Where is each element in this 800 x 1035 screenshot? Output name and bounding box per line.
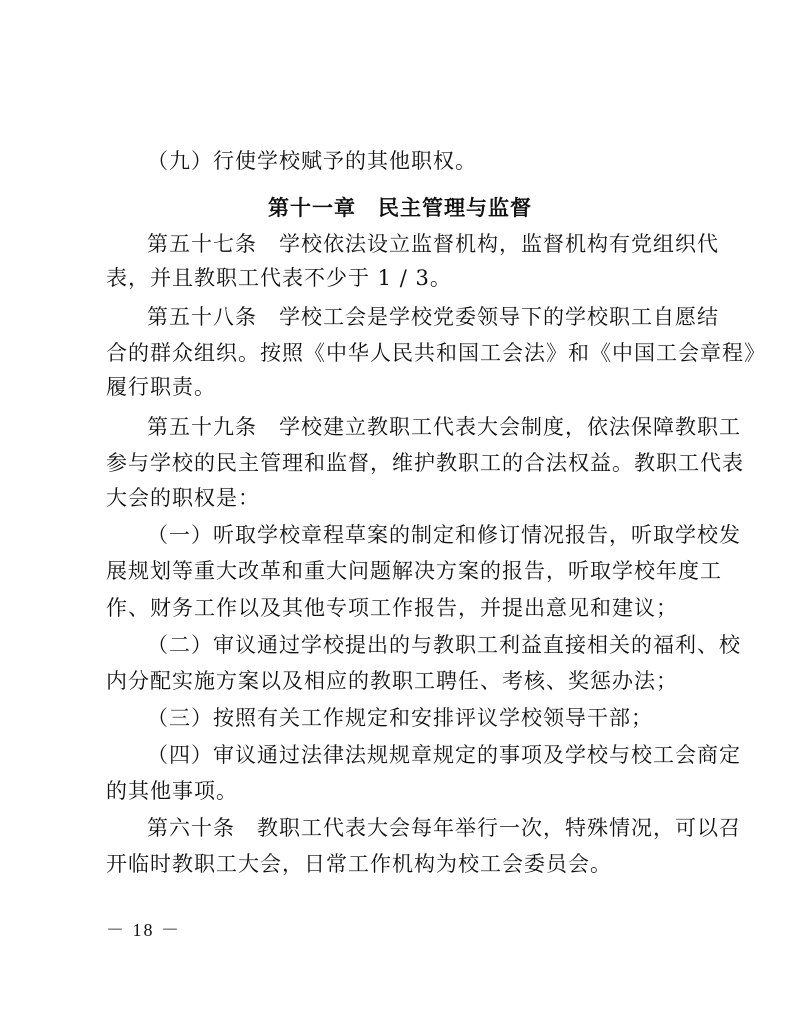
item-one-line-3: 作、财务工作以及其他专项工作报告，并提出意见和建议； (106, 596, 678, 620)
article-58-line-3: 履行职责。 (106, 375, 216, 399)
page-number: － 18 － (106, 920, 181, 940)
chapter-title: 第十一章 民主管理与监督 (268, 196, 532, 220)
item-one-line-1: （一）听取学校章程草案的制定和修订情况报告，听取学校发 (147, 523, 741, 547)
article-57-line-2: 表，并且教职工代表不少于 1 / 3。 (106, 266, 452, 290)
article-59-line-1: 第五十九条 学校建立教职工代表大会制度，依法保障教职工 (147, 415, 741, 439)
item-nine-text: （九）行使学校赋予的其他职权。 (147, 149, 477, 173)
article-59-line-3: 大会的职权是： (106, 486, 260, 510)
item-four-line-2: 的其他事项。 (106, 779, 238, 803)
item-two-line-1: （二）审议通过学校提出的与教职工利益直接相关的福利、校 (147, 633, 741, 657)
article-58-line-1: 第五十八条 学校工会是学校党委领导下的学校职工自愿结 (147, 305, 719, 329)
article-60-line-1: 第六十条 教职工代表大会每年举行一次，特殊情况，可以召 (147, 816, 741, 840)
item-four-line-1: （四）审议通过法律法规规章规定的事项及学校与校工会商定 (147, 743, 741, 767)
article-59-line-2: 参与学校的民主管理和监督，维护教职工的合法权益。教职工代表 (106, 451, 744, 475)
item-one-line-2: 展规划等重大改革和重大问题解决方案的报告，听取学校年度工 (106, 559, 722, 583)
article-57-line-1: 第五十七条 学校依法设立监督机构，监督机构有党组织代 (147, 232, 719, 256)
article-58-line-2: 合的群众组织。按照《中华人民共和国工会法》和《中国工会章程》 (106, 341, 766, 365)
item-three-text: （三）按照有关工作规定和安排评议学校领导干部； (147, 706, 653, 730)
article-60-line-2: 开临时教职工大会，日常工作机构为校工会委员会。 (106, 852, 612, 876)
item-two-line-2: 内分配实施方案以及相应的教职工聘任、考核、奖惩办法； (106, 669, 678, 693)
